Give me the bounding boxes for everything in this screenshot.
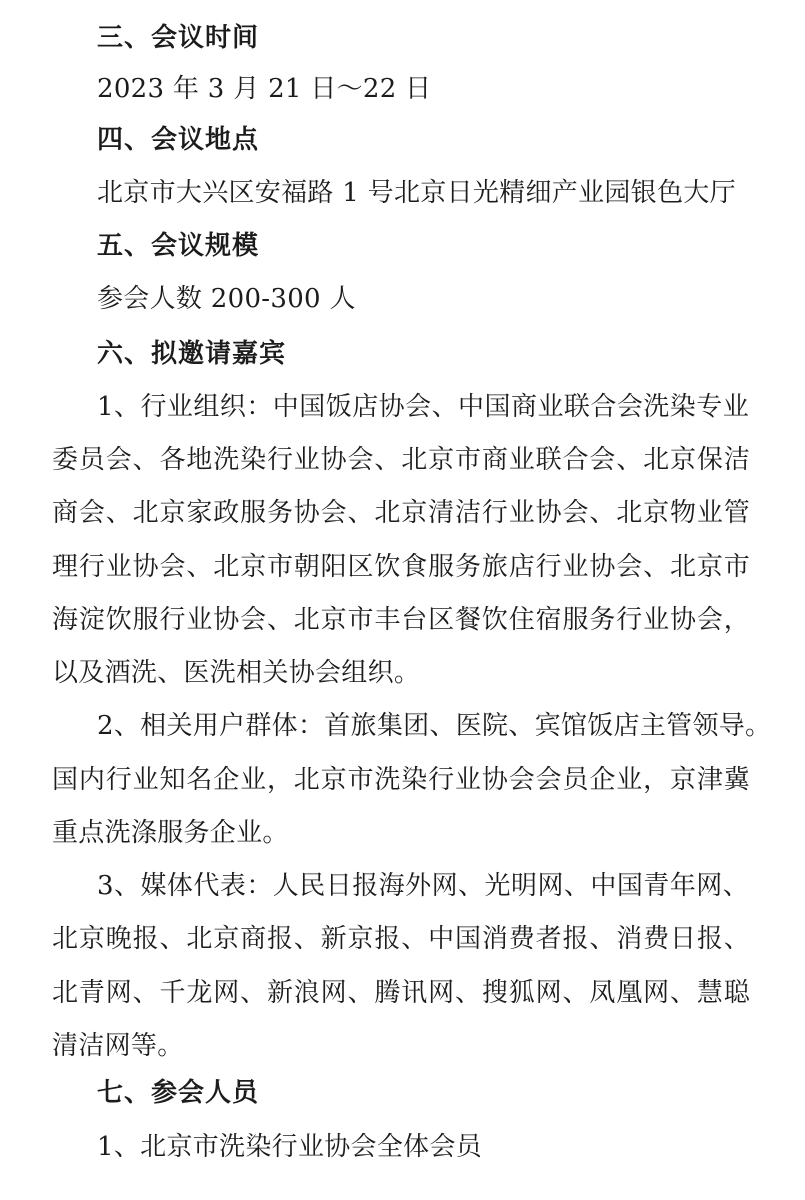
guests-p3-line: 3、媒体代表：人民日报海外网、光明网、中国青年网、 [97, 871, 749, 901]
guests-p1-line: 1、行业组织：中国饭店协会、中国商业联合会洗染专业 [97, 392, 749, 422]
guests-p2-line: 2、相关用户群体：首旅集团、医院、宾馆饭店主管领导。 [97, 711, 772, 741]
guests-p2-line: 国内行业知名企业，北京市洗染行业协会会员企业，京津冀 [52, 765, 750, 795]
guests-p2-line: 重点洗涤服务企业。 [52, 818, 289, 848]
guests-p3-line: 北京晚报、北京商报、新京报、中国消费者报、消费日报、 [52, 924, 750, 954]
meeting-time-text: 2023 年 3 月 21 日～22 日 [97, 74, 432, 104]
meeting-location-text: 北京市大兴区安福路 1 号北京日光精细产业园银色大厅 [97, 178, 736, 208]
guests-p3-line: 清洁网等。 [52, 1031, 184, 1061]
guests-p1-line: 海淀饮服行业协会、北京市丰台区餐饮住宿服务行业协会， [52, 605, 750, 635]
guests-p1-line: 委员会、各地洗染行业协会、北京市商业联合会、北京保洁 [52, 445, 750, 475]
meeting-scale-text: 参会人数 200-300 人 [97, 284, 356, 314]
section-heading-guests: 六、拟邀请嘉宾 [97, 339, 287, 369]
section-heading-attendees: 七、参会人员 [97, 1078, 260, 1108]
guests-p1-line: 商会、北京家政服务协会、北京清洁行业协会、北京物业管 [52, 498, 750, 528]
guests-p1-line: 以及酒洗、医洗相关协会组织。 [52, 658, 421, 688]
section-heading-location: 四、会议地点 [97, 125, 260, 155]
attendees-item-1: 1、北京市洗染行业协会全体会员 [97, 1132, 483, 1162]
section-heading-time: 三、会议时间 [97, 23, 260, 53]
guests-p3-line: 北青网、千龙网、新浪网、腾讯网、搜狐网、凤凰网、慧聪 [52, 978, 750, 1008]
guests-p1-line: 理行业协会、北京市朝阳区饮食服务旅店行业协会、北京市 [52, 552, 750, 582]
section-heading-scale: 五、会议规模 [97, 231, 260, 261]
